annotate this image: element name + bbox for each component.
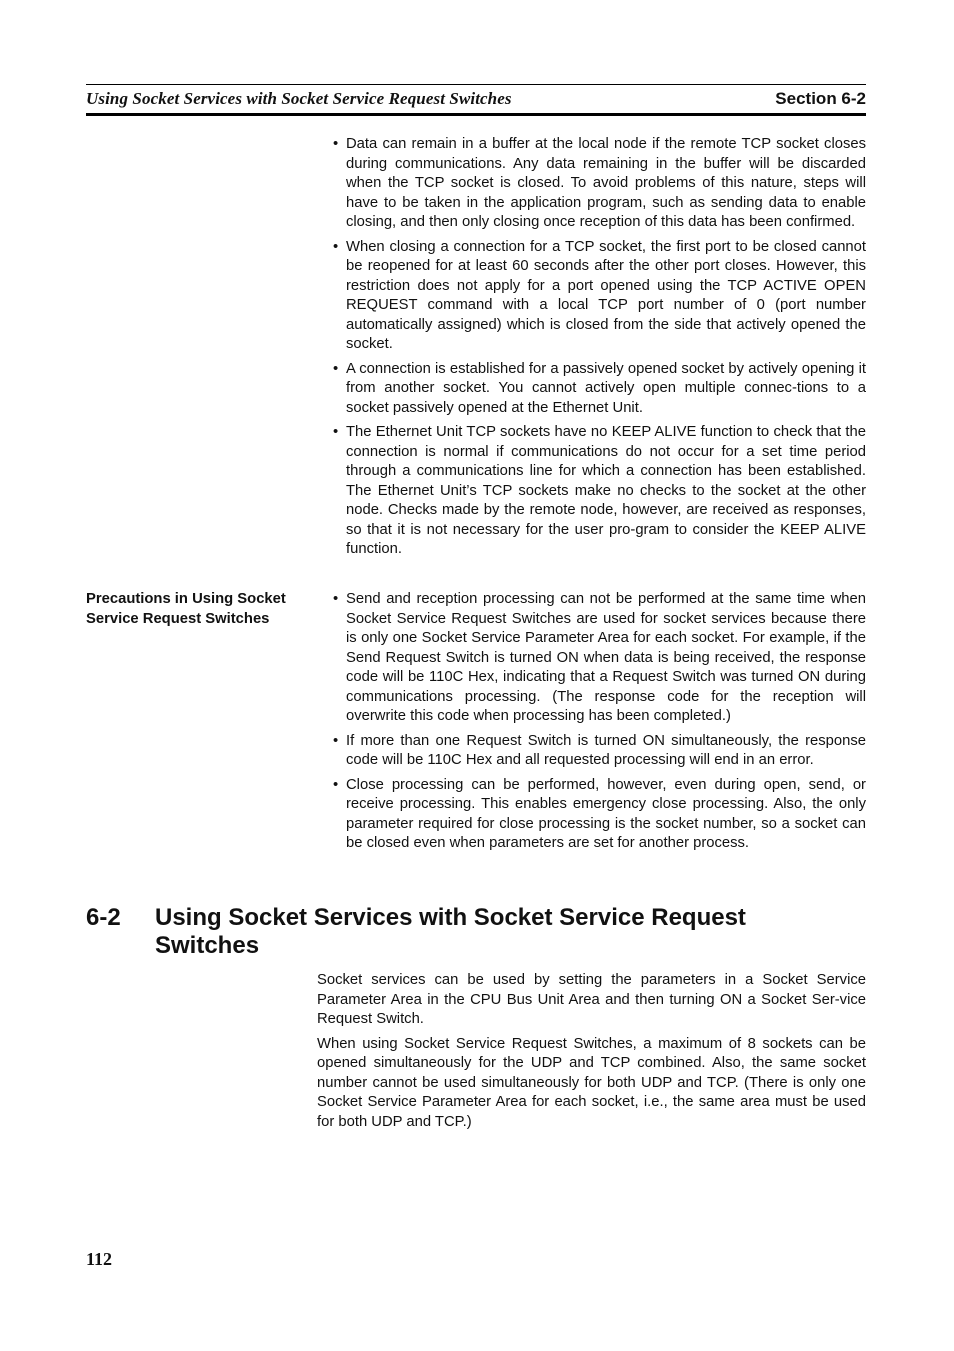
section-number: 6-2 bbox=[86, 904, 121, 931]
list-item: • A connection is established for a passively opened socket by actively opening it from another socket. You cannot actively open multiple connec-tions to a socket passively opened at the Ethernet Unit. bbox=[317, 360, 866, 419]
paragraph: Socket services can be used by setting the parameters in a Socket Service Parameter Area in the CPU Bus Unit Area and then turning ON a Socket Ser-vice Request Switch. bbox=[317, 972, 866, 1027]
section-heading: Using Socket Services with Socket Service Request Switches bbox=[155, 904, 746, 959]
list-item: • When closing a connection for a TCP socket, the first port to be closed cannot be reopened for at least 60 seconds after the other port closes. However, this restriction does not apply for a port opened using the TCP ACTIVE OPEN REQUEST command with a local TCP port number of 0 (port number automatically assigned) which is closed from the side that actively opened the socket. bbox=[317, 238, 866, 355]
section-label: Section 6-2 bbox=[775, 89, 866, 108]
list-item: • If more than one Request Switch is turned ON simultaneously, the response code will be 110C Hex and all requested processing will end in an error. bbox=[317, 732, 866, 771]
section-body bbox=[317, 971, 866, 1137]
list-item: • Data can remain in a buffer at the local node if the remote TCP socket closes during communications. Any data remaining in the buffer will be discarded when the TCP socket is closed. To avoid problems of this nature, steps will have to be taken in the application program, such as sending data to enable closing, and then only closing once reception of this data has been confirmed. bbox=[317, 135, 866, 233]
header-rule-top bbox=[86, 84, 866, 85]
precautions-heading: Precautions in Using Socket Service Request Switches bbox=[86, 591, 286, 627]
paragraph: When using Socket Service Request Switches, a maximum of 8 sockets can be opened simultaneously for the UDP and TCP combined. Also, the same socket number cannot be used simultaneously for both UDP and TCP. (There is only one Socket Service Parameter Area for each socket, i.e., the same area must be used for both UDP and TCP.) bbox=[317, 1035, 866, 1130]
running-title: Using Socket Services with Socket Service Request Switches bbox=[86, 89, 512, 108]
list-item: • The Ethernet Unit TCP sockets have no KEEP ALIVE function to check that the connection is normal if communications do not occur for a set time period through a communications line for which a connection has been established. The Ethernet Unit’s TCP sockets make no checks to the socket at the other node. Checks made by the remote node, however, are received as responses, so that it is not necessary for the user pro-gram to consider the KEEP ALIVE function. bbox=[317, 423, 866, 560]
precautions-bullet-list bbox=[317, 590, 866, 854]
list-item: • Close processing can be performed, however, even during open, send, or receive processing. This enables emergency close processing. Also, the only parameter required for close processing is the socket number, so a socket can be closed even when parameters are set for another process. bbox=[317, 776, 866, 854]
header-rule-bottom bbox=[86, 113, 866, 116]
page-number: 112 bbox=[86, 1249, 113, 1269]
top-bullet-list bbox=[317, 135, 866, 560]
top-bullet-block bbox=[317, 135, 866, 565]
list-item: • Send and reception processing can not be performed at the same time when Socket Service Request Switches are used for socket services because there is only one Socket Service Parameter Area for each socket. For example, if the Send Request Switch is turned ON when data is being received, the response code will be 110C Hex, indicating that a Request Switch was turned ON during communications processing. (The response code for the reception will overwrite this code when processing has been completed.) bbox=[317, 590, 866, 727]
precautions-bullet-block bbox=[317, 590, 866, 859]
